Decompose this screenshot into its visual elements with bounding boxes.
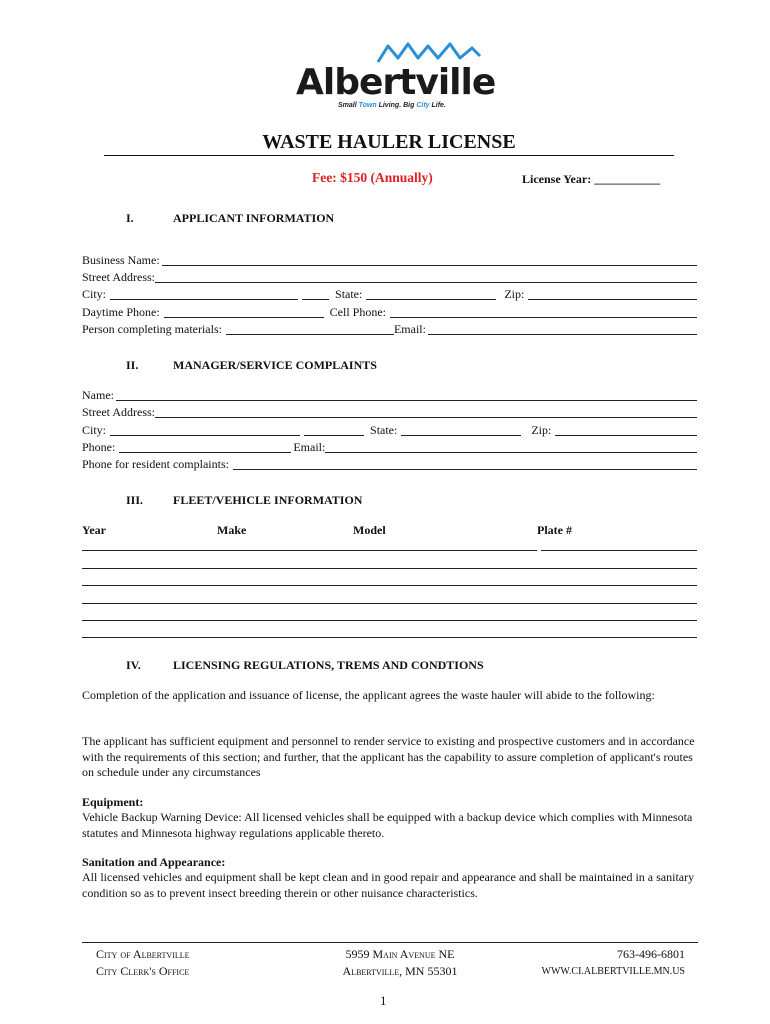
section-2-title: MANAGER/SERVICE COMPLAINTS	[173, 358, 377, 372]
page-title: WASTE HAULER LICENSE	[104, 131, 674, 156]
section-4-number: IV.	[126, 658, 141, 672]
section-3-number: III.	[126, 493, 144, 507]
fleet-row-5[interactable]	[82, 620, 697, 621]
manager-city-state-zip-field[interactable]: City: State: Zip:	[82, 422, 697, 438]
section-3-title: FLEET/VEHICLE INFORMATION	[173, 493, 363, 507]
equipment-text: Vehicle Backup Warning Device: All licensed vehicles shall be equipped with a backup device which complies with Minnesota statutes and Minnesota highway regulations applicable thereto.	[82, 810, 693, 840]
section-1-number: I.	[126, 211, 134, 225]
footer-divider	[82, 942, 698, 943]
albertville-logo	[290, 40, 496, 118]
fleet-row-4[interactable]	[82, 603, 697, 604]
manager-phone-email-field[interactable]: Phone: Email:	[82, 439, 697, 455]
section-1-title: APPLICANT INFORMATION	[173, 211, 335, 225]
sanitation-text: All licensed vehicles and equipment shall be kept clean and in good repair and appearance and shall be maintained in a sanitary condition so as to prevent insect breeding therein or other nuisance characteristics.	[82, 870, 695, 900]
logo-wordmark: Albertville	[296, 62, 496, 103]
person-email-field[interactable]: Person completing materials: Email:	[82, 321, 697, 337]
license-year-label[interactable]: License Year: ___________	[522, 172, 661, 186]
fleet-row-6[interactable]	[82, 637, 697, 638]
fleet-row-3[interactable]	[82, 585, 697, 586]
footer-contact: 763-496-6801 WWW.CI.ALBERTVILLE.MN.US	[540, 946, 685, 980]
resident-complaints-phone-field[interactable]: Phone for resident complaints:	[82, 456, 697, 472]
logo-tagline: Small Town Living. Big City Life.	[338, 102, 446, 109]
fleet-row-1-plate[interactable]	[541, 550, 697, 551]
street-address-field[interactable]: Street Address:	[82, 269, 697, 285]
section-4-title: LICENSING REGULATIONS, TREMS AND CONDTIONS	[173, 658, 484, 672]
footer-address: 5959 Main Avenue NE Albertville, MN 55301	[342, 947, 458, 978]
equipment-heading: Equipment:	[82, 795, 144, 809]
manager-street-field[interactable]: Street Address:	[82, 404, 697, 420]
fleet-header-year: Year	[82, 523, 106, 537]
fleet-row-1[interactable]	[82, 550, 537, 551]
phone-field[interactable]: Daytime Phone: Cell Phone:	[82, 304, 697, 320]
manager-name-field[interactable]: Name:	[82, 387, 697, 403]
city-state-zip-field[interactable]: City: State: Zip:	[82, 286, 697, 302]
fee-label: Fee: $150 (Annually)	[312, 170, 433, 185]
business-name-field[interactable]: Business Name:	[82, 252, 697, 268]
regulations-capability: The applicant has sufficient equipment and personnel to render service to existing and prospective customers and in accordance with the requirements of this section; and further, that the applicant has the capability to assure completion of applicant's routes on schedule under any circumstances	[82, 734, 695, 779]
footer-left: City of Albertville City Clerk's Office	[96, 947, 190, 978]
sanitation-heading: Sanitation and Appearance:	[82, 855, 226, 869]
fleet-row-2[interactable]	[82, 568, 697, 569]
section-2-number: II.	[126, 358, 139, 372]
fleet-header-model: Model	[353, 523, 386, 537]
fleet-header-plate: Plate #	[537, 523, 572, 537]
regulations-intro: Completion of the application and issuance of license, the applicant agrees the waste hauler will abide to the following:	[82, 688, 655, 702]
footer-website-link[interactable]: WWW.CI.ALBERTVILLE.MN.US	[541, 966, 685, 977]
page-number: 1	[380, 993, 387, 1008]
fleet-header-make: Make	[217, 523, 247, 537]
